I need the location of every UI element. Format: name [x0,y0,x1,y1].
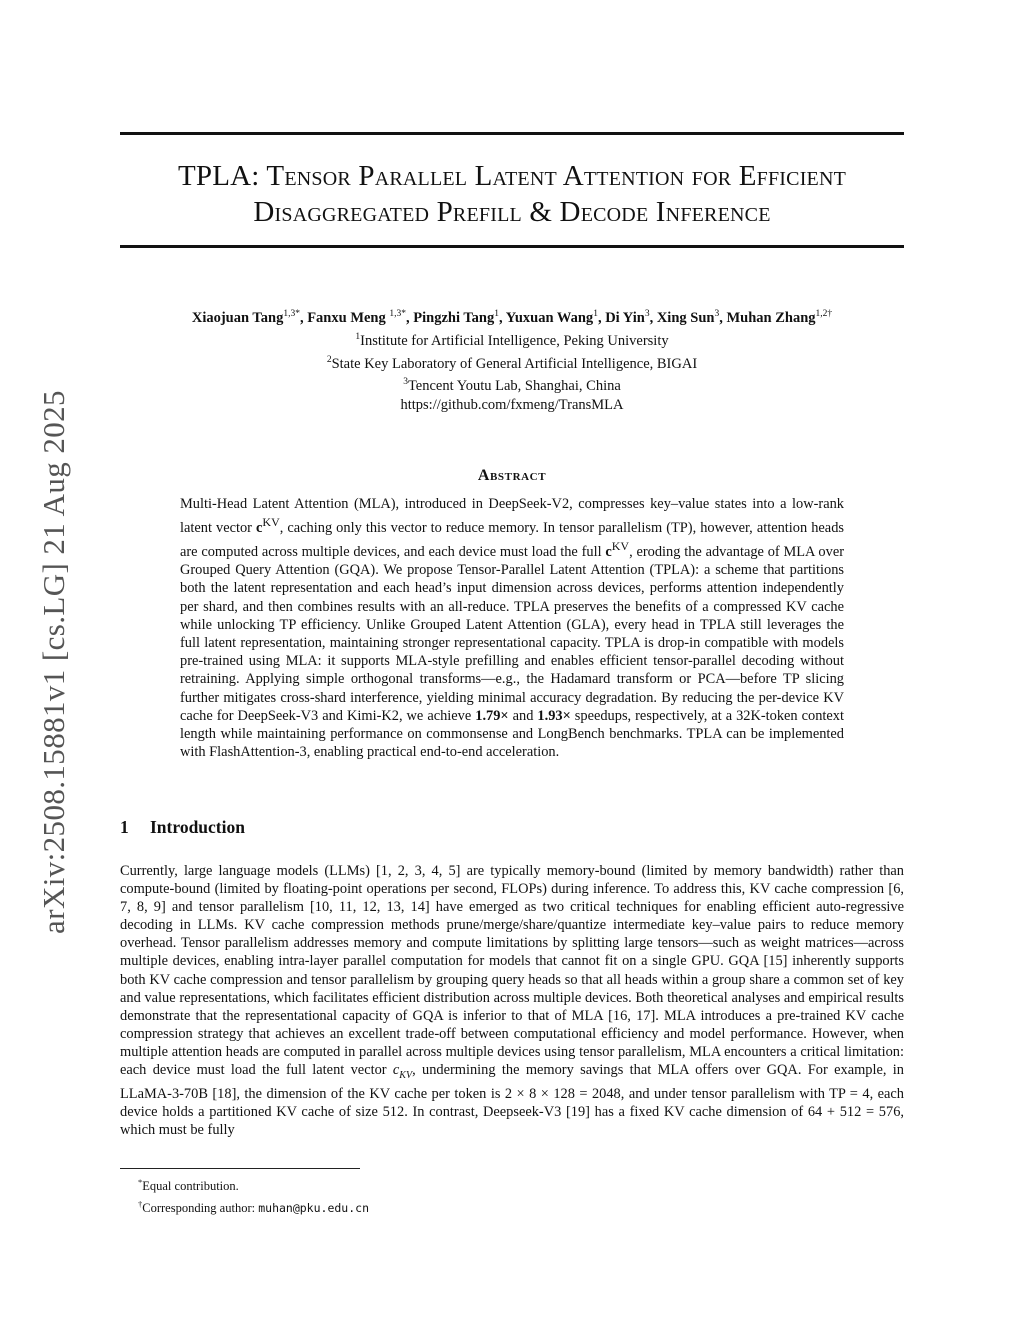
author: Yuxuan Wang [505,309,594,326]
footnote-corresponding-author [138,1195,369,1217]
author-affiliation-mark: 1,2† [815,309,833,319]
footnote-mark: * [138,1177,143,1187]
abstract-text: and [508,707,538,724]
abstract-heading: Abstract [477,467,547,484]
introduction-paragraph [120,862,904,1139]
author-affiliation-mark: 1,3* [283,309,300,319]
footnote-text: Corresponding author: [142,1201,259,1216]
speedup-value: 1.93× [537,707,571,724]
title-line-2: Disaggregated Prefill & Decode Inference [253,196,771,228]
affiliation-text: Institute for Artificial Intelligence, Peking University [360,332,669,349]
affiliation [120,351,904,374]
author-affiliation-mark: 1 [593,309,598,319]
paper-title [120,158,904,230]
author-block [120,305,904,415]
footnote-mark: † [138,1199,143,1210]
author-affiliation-mark: 1 [494,309,499,319]
author-affiliation-mark: 3 [644,309,650,319]
abstract-text: speedups, respectively, at a 32K-token context length while maintaining performance on commonsense and LongBench benchmarks. TPLA can be implemented with FlashAttention-3, enabling practical end-to-end acceleration. [180,707,844,761]
author-affiliation-mark: 1,3* [389,309,406,319]
footnote-rule [120,1168,360,1169]
affiliation-mark: 1 [355,331,361,342]
author: Fanxu Meng [307,309,390,326]
arxiv-identifier: arXiv:2508.15881v1 [cs.LG] 21 Aug 2025 [36,390,71,934]
abstract-body [180,495,844,761]
section-title-text: Introduction [150,817,245,837]
section-number: 1 [120,817,129,837]
author-email[interactable]: muhan@pku.edu.cn [258,1201,369,1216]
author: Xiaojuan Tang [191,309,284,326]
ckv-inline-symbol: c [392,1062,400,1079]
abstract-text: Multi-Head Latent Attention (MLA), introduced in DeepSeek-V2, compresses key–value states into a low-rank latent vector [180,496,844,536]
footnote-text: Equal contribution. [142,1179,239,1194]
repository-link[interactable]: https://github.com/fxmeng/TransMLA [400,397,624,414]
author-affiliation-mark: 3 [714,309,720,319]
author: Di Yin [605,309,645,326]
affiliation-text: Tencent Youtu Lab, Shanghai, China [407,378,621,395]
affiliation [120,373,904,396]
section-heading [120,817,245,838]
affiliation-mark: 2 [326,354,332,365]
intro-text: , undermining the memory savings that MLA offers over GQA. For example, in LLaMA-3-70B [18], the dimension of the KV cache per token is 2 × 8 × 128 = 2048, and under tensor parallelism with TP = 4, each device holds a partitioned KV cache of size 512. In contrast, Deepseek-V3 [19] has a fixed KV cache dimension of 64 + 512 = 576, which must be fully [120,1062,904,1139]
title-top-rule [120,132,904,135]
ckv-symbol: c [605,544,612,560]
abstract-text: , caching only this vector to reduce memory. In tensor parallelism (TP), however, attention heads are computed across multiple devices, and each device must load the full [180,520,844,560]
footnotes [138,1173,369,1217]
ckv-symbol: c [256,520,263,536]
title-bottom-rule [120,245,904,248]
author-list: Xiaojuan Tang$^{1,3*}$, Fanxu Meng $^{1,3*}$, Pingzhi Tang$^1$, Yuxuan Wang$^1$, Di Yin$^3$, Xing Sun$^3$, Muhan Zhang$^{1,2\dagger}$ [191,309,833,326]
affiliation-mark: 3 [403,377,408,388]
speedup-value: 1.79× [475,707,509,724]
affiliation-text: State Key Laboratory of General Artificial Intelligence, BIGAI [331,355,698,372]
intro-text: Currently, large language models (LLMs) [1, 2, 3, 4, 5] are typically memory-bound (limited by memory bandwidth) rather than compute-bound (limited by floating-point operations per second, FLOPs) during inference. To address this, KV cache compression [6, 7, 8, 9] and tensor parallelism [10, 11, 12, 13, 14] have emerged as two critical techniques for enabling efficient auto-regressive decoding in LLMs. KV cache compression methods prune/merge/share/quantize intermediate key–value pairs to reduce memory overhead. Tensor parallelism addresses memory and compute limitations by splitting large tensors—such as weight matrices—across multiple devices, enabling intra-layer parallel computation for models that cannot fit on a single GPU. GQA [15] inherently supports both KV cache compression and tensor parallelism by grouping query heads so that all heads within a group share a common set of key and value representations, which facilitates efficient distribution across multiple devices. Both theoretical analyses and empirical results demonstrate that the representational capacity of GQA is inferior to that of MLA [16, 17]. MLA introduces a pre-trained KV cache compression strategy that achieves an excellent trade-off between computational efficiency and model performance. However, when multiple attention heads are computed in parallel across multiple devices using tensor parallelism, MLA encounters a critical limitation: each device must load the full latent vector [120,863,904,1079]
footnote-equal-contribution [138,1173,369,1195]
affiliation [120,328,904,351]
author: Pingzhi Tang [413,309,495,326]
author: Muhan Zhang [726,309,816,326]
abstract-text: , eroding the advantage of MLA over Grouped Query Attention (GQA). We propose Tensor-Parallel Latent Attention (TPLA): a scheme that partitions both the latent representation and each head’s input dimension across devices, performs attention independently per shard, and then combines results with an all-reduce. TPLA preserves the benefits of a compressed KV cache while unlocking TP efficiency. Unlike Grouped Latent Attention (GLA), every head in TPLA still leverages the full latent representation, maintaining stronger representational capacity. TPLA is drop-in compatible with models pre-trained using MLA: it supports MLA-style prefilling and enables efficient tensor-parallel decoding without retraining. Applying simple orthogonal transforms—e.g., the Hadamard transform or PCA—before TP slicing further mitigates cross-shard interference, yielding minimal accuracy degradation. By reducing the per-device KV cache for DeepSeek-V3 and Kimi-K2, we achieve [180,544,844,724]
ckv-inline-subscript: KV [399,1069,413,1081]
title-line-1: TPLA: Tensor Parallel Latent Attention for Efficient [177,160,847,192]
ckv-superscript: KV [262,515,280,530]
author: Xing Sun [656,309,715,326]
ckv-superscript: KV [611,539,630,554]
